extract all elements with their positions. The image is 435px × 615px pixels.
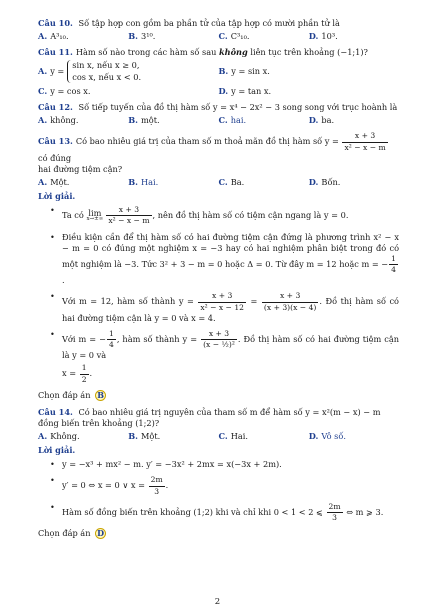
options-row xyxy=(38,31,399,42)
emphasis-text: không xyxy=(218,47,248,58)
page-number: 2 xyxy=(214,597,221,607)
options-grid xyxy=(38,60,399,97)
solution-step: • Với m = 12, hàm số thành y = $\frac{x + 3}{\text{x² − x − 12}}$ = $\frac{x + 3}{(x + 3)(x - 4)}$ . Đồ thị hàm số có hai đường tiệm cận là y = 0 và x = 4. xyxy=(38,291,399,324)
solution-step: • Điều kiện cần để thị hàm số có hai đường tiệm cận đứng là phương trình x² − x − m = 0 có đúng một nghiệm x = −3 hay có hai nghiệm phân biệt trong đó có một nghiệm là −3. Tức 3² + 3 − m = 0 hoặc Δ = 0. Từ đây m = 12 hoặc m = − $\frac{1}{4}$ . xyxy=(38,232,399,287)
answer-badge: B xyxy=(95,390,106,401)
options-row xyxy=(38,115,399,126)
options-row xyxy=(38,177,399,188)
solution-list xyxy=(38,205,399,385)
question-13: Câu 13. Có bao nhiêu giá trị của tham số m thoả mãn đồ thị hàm số y = $\frac{x + 3}{\text{x² − x − m}}$ có đúng hai đường tiệm cận? A. Một. B. Hai. C. Ba. D. Bốn. Lời giải. • Ta có lim x→±∞ $\frac{x + 3}{\text{x² − x − m}}$ , nên đồ thị hàm số có tiệm cận ngang là y = 0. • Điều kiện cần để thị hàm số có hai đường tiệm cận đứng là phương trình x² − x − m = 0 có đúng một nghiệm x = −3 hay có hai nghiệm phân biệt trong đó có một nghiệm là −3. Tức 3² + 3 − m = 0 hoặc Δ = 0. Từ đây m = 12 hoặc m = − $\frac{1}{4}$ . • Với m = 12, hàm số thành y = $\frac{x + 3}{\text{x² − x − 12}}$ = $\frac{x + 3}{(x + 3)(x - 4)}$ . Đồ thị hàm số có hai đường tiệm cận là y = 0 và x = 4. • Với m = − $\frac{1}{4}$ , hàm số thành y = $\frac{x + 3}{\text{(x − ½)²}}$ . Đồ thị hàm số có hai đường tiệm cận là y = 0 và x = $\frac{1}{2}$ . Chọn đáp án B xyxy=(38,131,399,401)
option-a[interactable]: A. không. xyxy=(38,115,79,126)
fraction: $\frac{x + 3}{\text{x² − x − 12}}$ xyxy=(200,291,244,312)
question-text: Có bao nhiêu giá trị nguyên của tham số m để hàm số y = x²(m − x) − m đồng biến trên khoảng (1;2)? xyxy=(38,406,381,429)
options-row xyxy=(38,431,399,442)
question-number: Câu 14. xyxy=(38,406,73,417)
fraction: $\frac{x + 3}{(x + 3)(x - 4)}$ xyxy=(263,291,317,312)
fraction: $\frac{x + 3}{\text{x² − x − m}}$ xyxy=(108,205,150,226)
answer-line: Chọn đáp án B xyxy=(38,390,399,401)
solution-title: Lời giải. xyxy=(38,191,76,202)
solution-step: • Hàm số đồng biến trên khoảng (1;2) khi và chỉ khi 0 < 1 < 2 ⩽ $\frac{2m}{3}$ ⇔ m ⩾ 3. xyxy=(38,502,399,524)
question-number: Câu 13. xyxy=(38,136,73,147)
option-d[interactable]: D. Vô số. xyxy=(308,431,346,442)
option-a[interactable]: A. Không. xyxy=(38,431,80,442)
limit-operator: lim x→±∞ xyxy=(86,207,104,223)
question-number: Câu 10. xyxy=(38,18,73,28)
question-14 xyxy=(38,407,399,539)
question-number: Câu 11. xyxy=(38,47,73,58)
answer-line: Chọn đáp án D xyxy=(38,528,399,539)
option-d[interactable]: D. 10³. xyxy=(308,31,338,42)
option-c[interactable]: C. hai. xyxy=(218,115,247,126)
question-12 xyxy=(38,102,399,126)
fraction: $\frac{1}{2}$ xyxy=(81,363,87,384)
answer-badge: D xyxy=(95,528,106,539)
option-b[interactable]: B. Hai. xyxy=(128,176,159,187)
question-11: Câu 11. Hàm số nào trong các hàm số sau không liên tục trên khoảng (−1;1)? A. y = sin x, nếu x ≥ 0, cos x, nếu x < 0. B. y = sin x. C. y = cos x. D. y = tan x. xyxy=(38,47,399,97)
question-10 xyxy=(38,18,399,42)
option-a[interactable]: A. A³₁₀. xyxy=(38,31,69,42)
fraction: $\frac{x + 3}{\text{(x − ½)²}}$ xyxy=(203,328,235,350)
fraction: $\frac{x + 3}{\text{x² − x − m}}$ xyxy=(344,131,386,152)
solution-step: • Ta có lim x→±∞ $\frac{x + 3}{\text{x² − x − m}}$ , nên đồ thị hàm số có tiệm cận ngang là y = 0. xyxy=(38,205,399,227)
option-c[interactable]: C. Hai. xyxy=(218,431,248,442)
solution-step: • y = −x³ + mx² − m. y′ = −3x² + 2mx = x(−3x + 2m). xyxy=(38,459,399,470)
option-c[interactable]: C. Ba. xyxy=(218,176,245,187)
fraction: $\frac{1}{4}$ xyxy=(391,253,396,274)
solution-list xyxy=(38,459,399,523)
solution-step: • Với m = − $\frac{1}{4}$ , hàm số thành y = $\frac{x + 3}{\text{(x − ½)²}}$ . Đồ thị hàm số có hai đường tiệm cận là y = 0 và x = $\frac{1}{2}$ . xyxy=(38,329,399,385)
solution-step: • y′ = 0 ⇔ x = 0 ∨ x = $\frac{2m}{3}$ . xyxy=(38,475,399,497)
option-a[interactable]: A. Một. xyxy=(38,176,70,187)
option-b[interactable]: B. Một. xyxy=(128,431,161,442)
option-d[interactable]: D. Bốn. xyxy=(308,176,341,187)
fraction: $\frac{1}{4}$ xyxy=(108,328,114,350)
option-d[interactable]: D. y = tan x. xyxy=(218,86,272,97)
option-c[interactable]: C. C³₁₀. xyxy=(218,31,250,42)
option-b[interactable]: B. một. xyxy=(128,115,160,126)
piecewise-function: sin x, nếu x ≥ 0, cos x, nếu x < 0. xyxy=(67,60,141,83)
question-text: Số tiếp tuyến của đồ thị hàm số y = x⁴ − 2x² − 3 song song với trục hoành là xyxy=(78,102,398,113)
solution-title: Lời giải. xyxy=(38,445,76,456)
option-b[interactable]: B. 3¹⁰. xyxy=(128,31,156,42)
question-number: Câu 12. xyxy=(38,102,73,113)
fraction: $\frac{2m}{3}$ xyxy=(150,475,163,496)
option-d[interactable]: D. ba. xyxy=(308,115,335,126)
option-c[interactable]: C. y = cos x. xyxy=(38,86,91,97)
question-text: Số tập hợp con gồm ba phần tử của tập hợp có mười phần tử là xyxy=(78,18,340,28)
option-a[interactable]: A. y = sin x, nếu x ≥ 0, cos x, nếu x < 0. xyxy=(38,60,142,82)
option-b[interactable]: B. y = sin x. xyxy=(218,66,270,77)
fraction: $\frac{2m}{3}$ xyxy=(328,501,341,523)
